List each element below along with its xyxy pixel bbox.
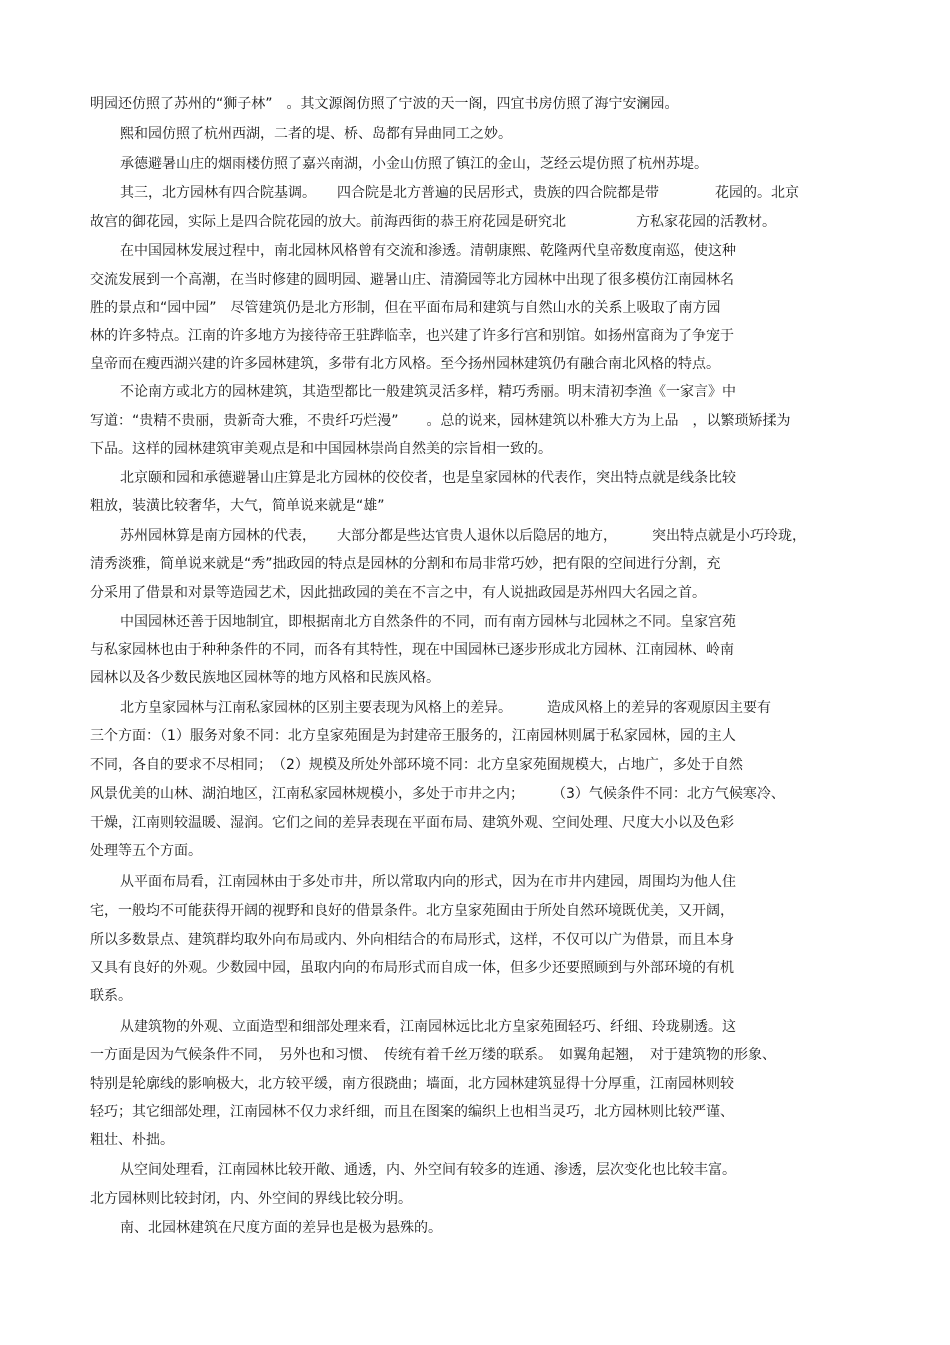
text-line: 不同，各自的要求不尽相同； （2）规模及所处外部环境不同：北方皇家苑囿规模大，占地广，多处于自然 xyxy=(90,757,743,773)
text-line: 交流发展到一个高潮，在当时修建的圆明园、避暑山庄、清漪园等北方园林中出现了很多模仿江南园林名 xyxy=(90,272,734,288)
text-line: 承德避暑山庄的烟雨楼仿照了嘉兴南湖，小金山仿照了镇江的金山，芝经云堤仿照了杭州苏堤。 xyxy=(120,156,708,172)
text-line: 粗壮、朴拙。 xyxy=(90,1132,174,1148)
text-line: 中国园林还善于因地制宜，即根据南北方自然条件的不同，而有南方园林与北园林之不同。皇家宫苑 xyxy=(120,614,736,630)
text-line: 粗放，装潢比较奢华，大气，简单说来就是“雄” xyxy=(90,498,385,514)
text-line: 苏州园林算是南方园林的代表， 大部分都是些达官贵人退休以后隐居的地方， 突出特点就是小巧玲珑， xyxy=(120,528,806,544)
text-line: 林的许多特点。江南的许多地方为接待帝王驻跸临幸，也兴建了许多行宫和别馆。如扬州富商为了争宠于 xyxy=(90,328,734,344)
text-line: 北方园林则比较封闭，内、外空间的界线比较分明。 xyxy=(90,1191,412,1207)
text-line: 特别是轮廓线的影响极大，北方较平缓，南方很跷曲；墙面，北方园林建筑显得十分厚重，江南园林则较 xyxy=(90,1076,734,1092)
text-line: 清秀淡雅，简单说来就是“秀”拙政园的特点是园林的分割和布局非常巧妙，把有限的空间进行分割，充 xyxy=(90,556,721,572)
text-line: 风景优美的山林、湖泊地区，江南私家园林规模小，多处于市井之内； （3）气候条件不同：北方气候寒冷、 xyxy=(90,786,785,802)
text-line: 园林以及各少数民族地区园林等的地方风格和民族风格。 xyxy=(90,670,440,686)
text-line: 故宫的御花园，实际上是四合院花园的放大。前海西街的恭王府花园是研究北 方私家花园的活教材。 xyxy=(90,214,776,230)
text-line: 与私家园林也由于种种条件的不同，而各有其特性，现在中国园林已逐步形成北方园林、江南园林、岭南 xyxy=(90,642,734,658)
text-line: 所以多数景点、建筑群均取外向布局或内、外向相结合的布局形式，这样，不仅可以广为借景，而且本身 xyxy=(90,932,734,948)
text-line: 分采用了借景和对景等造园艺术，因此拙政园的美在不言之中，有人说拙政园是苏州四大名园之首。 xyxy=(90,585,706,601)
text-line: 联系。 xyxy=(90,988,132,1004)
text-line: 又具有良好的外观。少数园中园，虽取内向的布局形式而自成一体，但多少还要照顾到与外部环境的有机 xyxy=(90,960,734,976)
text-line: 胜的景点和“园中园” 尽管建筑仍是北方形制，但在平面布局和建筑与自然山水的关系上吸取了南方园 xyxy=(90,300,721,316)
text-line: 北京颐和园和承德避暑山庄算是北方园林的佼佼者，也是皇家园林的代表作，突出特点就是线条比较 xyxy=(120,470,736,486)
text-line: 明园还仿照了苏州的“狮子林” 。其文源阁仿照了宁波的天一阁，四宜书房仿照了海宁安澜园。 xyxy=(90,96,679,112)
text-line: 皇帝而在瘦西湖兴建的许多园林建筑，多带有北方风格。至今扬州园林建筑仍有融合南北风格的特点。 xyxy=(90,356,720,372)
text-line: 北方皇家园林与江南私家园林的区别主要表现为风格上的差异。 造成风格上的差异的客观原因主要有 xyxy=(120,700,771,716)
text-line: 从空间处理看，江南园林比较开敞、通透，内、外空间有较多的连通、渗透，层次变化也比较丰富。 xyxy=(120,1162,736,1178)
text-line: 处理等五个方面。 xyxy=(90,843,202,859)
text-line: 宅，一般均不可能获得开阔的视野和良好的借景条件。北方皇家苑囿由于所处自然环境既优美，又开阔， xyxy=(90,903,734,919)
text-line: 从建筑物的外观、立面造型和细部处理来看，江南园林远比北方皇家苑囿轻巧、纤细、玲珑剔透。这 xyxy=(120,1019,736,1035)
text-line: 从平面布局看，江南园林由于多处市井，所以常取内向的形式，因为在市井内建园，周围均为他人住 xyxy=(120,874,736,890)
text-line: 在中国园林发展过程中，南北园林风格曾有交流和渗透。清朝康熙、乾隆两代皇帝数度南巡，使这种 xyxy=(120,243,736,259)
text-line: 一方面是因为气候条件不同， 另外也和习惯、 传统有着千丝万缕的联系。 如翼角起翘， 对于建筑物的形象、 xyxy=(90,1047,776,1063)
text-line: 写道：“贵精不贵丽，贵新奇大雅，不贵纤巧烂漫” 。总的说来，园林建筑以朴雅大方为上品 ，以繁琐矫揉为 xyxy=(90,413,791,429)
text-line: 轻巧；其它细部处理，江南园林不仅力求纤细，而且在图案的编织上也相当灵巧，北方园林则比较严谨、 xyxy=(90,1104,734,1120)
text-line: 下品。这样的园林建筑审美观点是和中国园林崇尚自然美的宗旨相一致的。 xyxy=(90,441,552,457)
text-line: 其三，北方园林有四合院基调。 四合院是北方普遍的民居形式，贵族的四合院都是带 花园的。北京 xyxy=(120,185,799,201)
text-line: 干燥，江南则较温暖、湿润。它们之间的差异表现在平面布局、建筑外观、空间处理、尺度大小以及色彩 xyxy=(90,815,734,831)
text-line: 南、北园林建筑在尺度方面的差异也是极为悬殊的。 xyxy=(120,1220,442,1236)
text-line: 熙和园仿照了杭州西湖，二者的堤、桥、岛都有异曲同工之妙。 xyxy=(120,126,512,142)
text-line: 不论南方或北方的园林建筑，其造型都比一般建筑灵活多样，精巧秀丽。明末清初李渔《一家言》中 xyxy=(120,384,736,400)
text-line: 三个方面：（1）服务对象不同：北方皇家苑囿是为封建帝王服务的，江南园林则属于私家园林，园的主人 xyxy=(90,728,736,744)
